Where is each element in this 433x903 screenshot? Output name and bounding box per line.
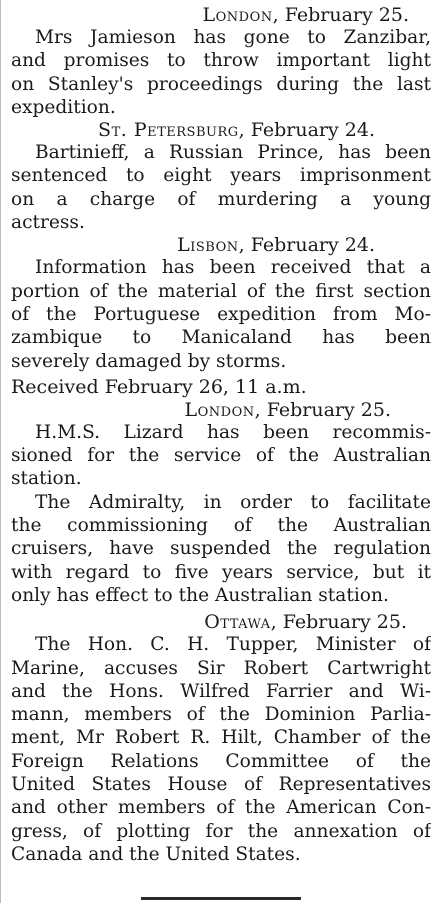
text-line: mann, members of the Dominion Parlia- [11,704,431,726]
text-line: the commissioning of the Australian [11,515,431,537]
dateline-london-1: London, February 25. [202,4,409,26]
text-line: United States House of Representatives [11,774,431,796]
text-line: H.M.S. Lizard has been recommis- [35,421,431,443]
dateline-date: February 24. [250,234,375,257]
dateline-ottawa: Ottawa, February 25. [204,611,407,634]
article-admiralty [11,491,431,607]
dateline-london-2: London, February 25. [184,398,391,421]
dateline-date: February 25. [282,611,407,634]
text-line: on Stanley's proceedings during the last [11,73,431,95]
text-line: and the Hons. Wilfred Farrier and Wi- [11,680,431,702]
text-line: expedition. [11,96,116,118]
text-line: Bartinieff, a Russian Prince, has been [35,142,431,164]
text-line: zambique to Manicaland has been [11,327,431,349]
text-line: ment, Mr Robert R. Hilt, Chamber of the [11,727,431,749]
text-line: only has effect to the Australian station. [11,584,389,606]
text-line: and promises to throw important light [11,50,431,72]
dateline-place: St. Petersburg [98,119,239,142]
text-line: Foreign Relations Committee of the [11,750,431,772]
article-jamieson [11,26,431,119]
article-bartinieff [11,141,431,234]
text-line: on a charge of murdering a young [11,188,431,210]
article-lizard [11,421,431,491]
text-line: sentenced to eight years imprisonment [11,165,431,187]
text-line: station. [11,468,82,490]
text-line: with regard to five years service, but it [11,561,431,583]
dateline-place: London [184,398,255,421]
dateline-st-petersburg: St. Petersburg, February 24. [98,119,375,142]
dateline-date: February 25. [284,4,409,26]
article-portuguese-expedition [11,256,431,372]
text-line: Canada and the United States. [11,843,301,865]
dateline-place: Ottawa [204,611,271,634]
text-line: portion of the material of the first section [11,280,431,302]
text-line: Marine, accuses Sir Robert Cartwright [11,657,431,679]
text-line: Mrs Jamieson has gone to Zanzibar, [35,27,431,48]
dateline-date: February 24. [250,119,375,142]
text-line: The Hon. C. H. Tupper, Minister of [35,634,431,656]
text-line: cruisers, have suspended the regulation [11,538,431,560]
text-line: and other members of the American Con- [11,797,431,819]
bottom-rule [141,897,301,900]
text-line: actress. [11,212,85,234]
text-line: The Admiralty, in order to facilitate [35,491,431,513]
text-line: gress, of plotting for the annexation of [11,820,431,842]
dateline-lisbon: Lisbon, February 24. [177,234,375,257]
text-line: of the Portuguese expedition from Mo- [11,303,431,325]
dateline-place: Lisbon [177,234,239,257]
dateline-place: London [202,4,273,26]
text-line: Information has been received that a [35,257,431,279]
received-notice: Received February 26, 11 a.m. [11,375,307,398]
text-line: severely damaged by storms. [11,350,287,372]
article-tupper [11,633,431,866]
text-line: sioned for the service of the Australian [11,445,431,467]
dateline-date: February 25. [266,398,391,421]
